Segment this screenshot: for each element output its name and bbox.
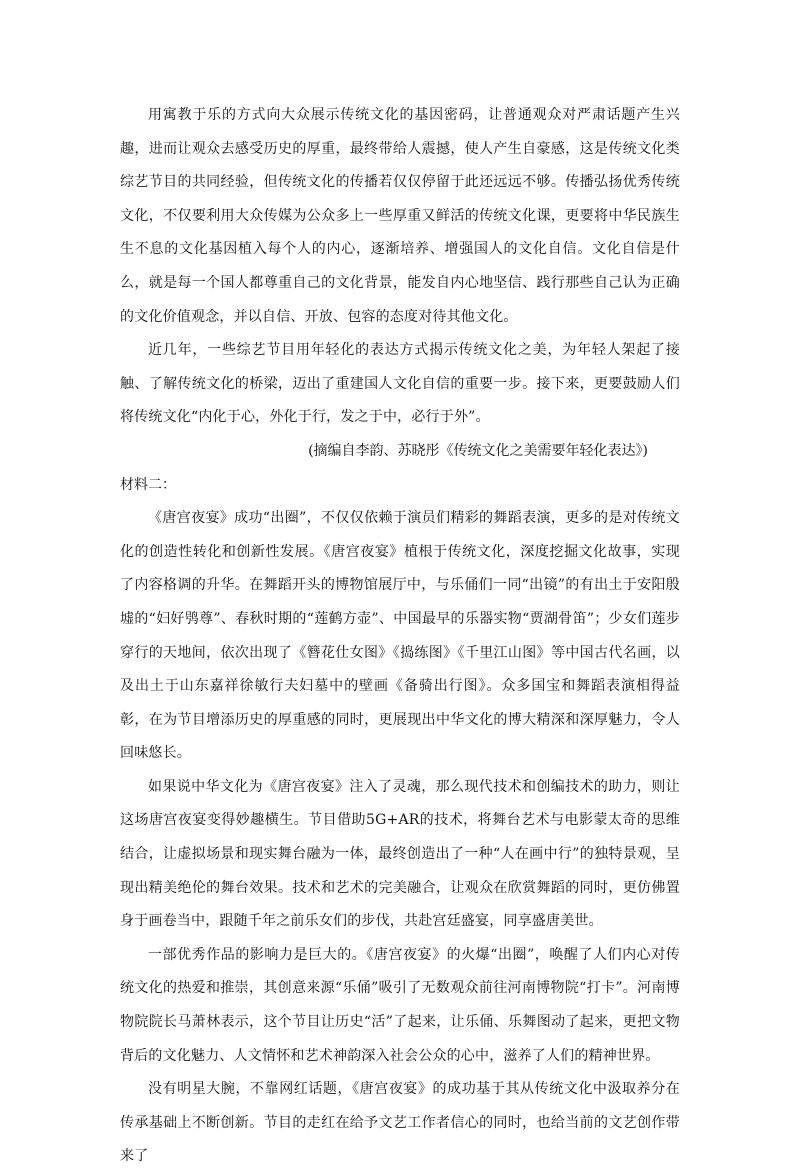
paragraph: 一部优秀作品的影响力是巨大的。《唐宫夜宴》的火爆“出圈”，唤醒了人们内心对传统文化的热爱和推崇，其创意来源“乐俑”吸引了无数观众前往河南博物院“打卡”。河南博物院院长马萧林表示，这个节目让历史“活”了起来，让乐俑、乐舞图动了起来，更把文物背后的文化魅力、人文情怀和艺术神韵深入社会公众的心中，滋养了人们的精神世界。 [120, 946, 680, 1064]
paragraph: 用寓教于乐的方式向大众展示传统文化的基因密码，让普通观众对严肃话题产生兴趣，进而让观众去感受历史的厚重，最终带给人震撼，使人产生自豪感，这是传统文化类综艺节目的共同经验，但传统文化的传播若仅仅停留于此还远远不够。传播弘扬优秀传统文化，不仅要利用大众传媒为公众多上一些厚重又鲜活的传统文化课，更要将中华民族生生不息的文化基因植入每个人的内心，逐渐培养、增强国人的文化自信。文化自信是什么，就是每一个国人都尊重自己的文化背景，能发自内心地坚信、践行那些自己认为正确的文化价值观念，并以自信、开放、包容的态度对待其他文化。 [120, 107, 680, 325]
paragraph: 没有明星大腕，不靠网红话题，《唐宫夜宴》的成功基于其从传统文化中汲取养分在传承基础上不断创新。节目的走红在给予文艺工作者信心的同时，也给当前的文艺创作带来了 [120, 1081, 680, 1165]
source-citation: (摘编自李韵、苏晓彤《传统文化之美需要年轻化表达》) [308, 442, 648, 459]
document-body [120, 99, 680, 1174]
paragraph: 《唐宫夜宴》成功“出圈”，不仅仅依赖于演员们精彩的舞蹈表演，更多的是对传统文化的创造性转化和创新性发展。《唐宫夜宴》植根于传统文化，深度挖掘文化故事，实现了内容格调的升华。在舞蹈开头的博物馆展厅中，与乐俑们一同“出镜”的有出土于安阳殷墟的“妇好鸮尊”、春秋时期的“莲鹤方壶”、中国最早的乐器实物“贾湖骨笛”；少女们莲步穿行的天地间，依次出现了《簪花仕女图》《捣练图》《千里江山图》等中国古代名画，以及出土于山东嘉祥徐敏行夫妇墓中的壁画《备骑出行图》。众多国宝和舞蹈表演相得益彰，在为节目增添历史的厚重感的同时，更展现出中华文化的博大精深和深厚魅力，令人回味悠长。 [120, 510, 680, 762]
paragraph: 近几年，一些综艺节目用年轻化的表达方式揭示传统文化之美，为年轻人架起了接触、了解传统文化的桥梁，迈出了重建国人文化自信的重要一步。接下来，更要鼓励人们将传统文化“内化于心，外化于行，发之于中，必行于外”。 [120, 342, 680, 426]
section-label: 材料二： [120, 476, 176, 493]
paragraph: 如果说中华文化为《唐宫夜宴》注入了灵魂，那么现代技术和创编技术的助力，则让这场唐宫夜宴变得妙趣横生。节目借助5G+AR的技术，将舞台艺术与电影蒙太奇的思维结合，让虚拟场景和现实舞台融为一体，最终创造出了一种“人在画中行”的独特景观，呈现出精美绝伦的舞台效果。技术和艺术的完美融合，让观众在欣赏舞蹈的同时，更仿佛置身于画卷当中，跟随千年之前乐女们的步伐，共赴宫廷盛宴，同享盛唐美世。 [120, 778, 680, 930]
